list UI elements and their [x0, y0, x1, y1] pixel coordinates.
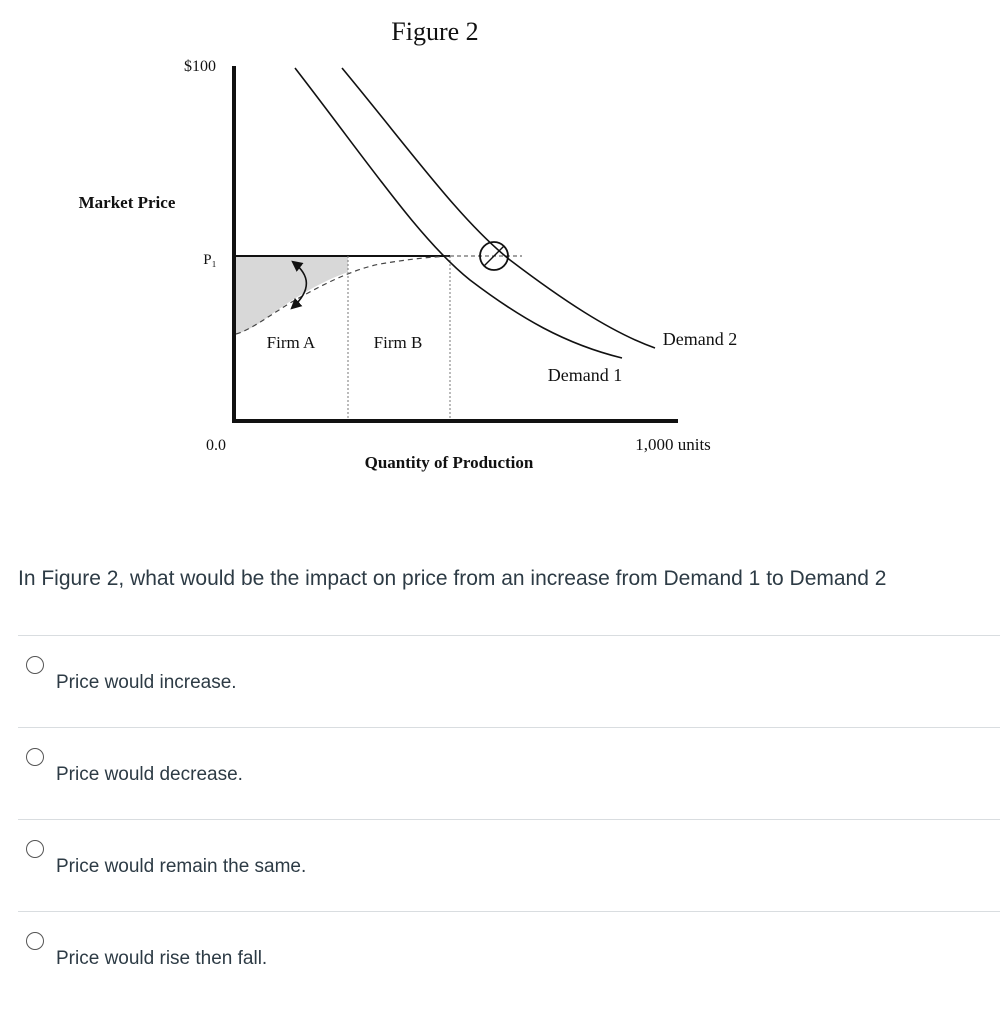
answer-option-1[interactable]	[18, 635, 1000, 727]
y-axis-label: Market Price	[78, 193, 176, 212]
demand-2-label: Demand 2	[662, 329, 738, 349]
figure-title: Figure 2	[391, 17, 479, 46]
origin-label: 0.0	[206, 437, 226, 454]
answer-label-3[interactable]: Price would remain the same.	[56, 856, 307, 877]
radio-button-1[interactable]	[26, 656, 44, 674]
figure-2-chart	[0, 0, 1000, 500]
firm-a-label: Firm A	[266, 333, 316, 352]
answer-option-4[interactable]	[18, 911, 1000, 1003]
shaded-area	[236, 257, 348, 334]
radio-button-4[interactable]	[26, 932, 44, 950]
firm-b-label: Firm B	[373, 333, 423, 352]
answer-list	[18, 635, 1000, 1003]
radio-button-3[interactable]	[26, 840, 44, 858]
answer-label-4[interactable]: Price would rise then fall.	[56, 948, 268, 969]
price-label-p1: P₁	[203, 252, 217, 268]
demand-1-curve	[295, 68, 622, 358]
answer-option-3[interactable]	[18, 819, 1000, 911]
x-end-label: 1,000 units	[635, 435, 711, 454]
radio-button-2[interactable]	[26, 748, 44, 766]
question-text: In Figure 2, what would be the impact on price from an increase from Demand 1 to Demand 2	[18, 567, 887, 590]
y-top-label: $100	[184, 58, 216, 75]
demand-2-curve	[342, 68, 655, 348]
answer-label-1[interactable]: Price would increase.	[56, 672, 237, 693]
x-axis-label: Quantity of Production	[364, 453, 534, 472]
demand-1-label: Demand 1	[547, 365, 623, 385]
answer-label-2[interactable]: Price would decrease.	[56, 764, 243, 785]
answer-option-2[interactable]	[18, 727, 1000, 819]
